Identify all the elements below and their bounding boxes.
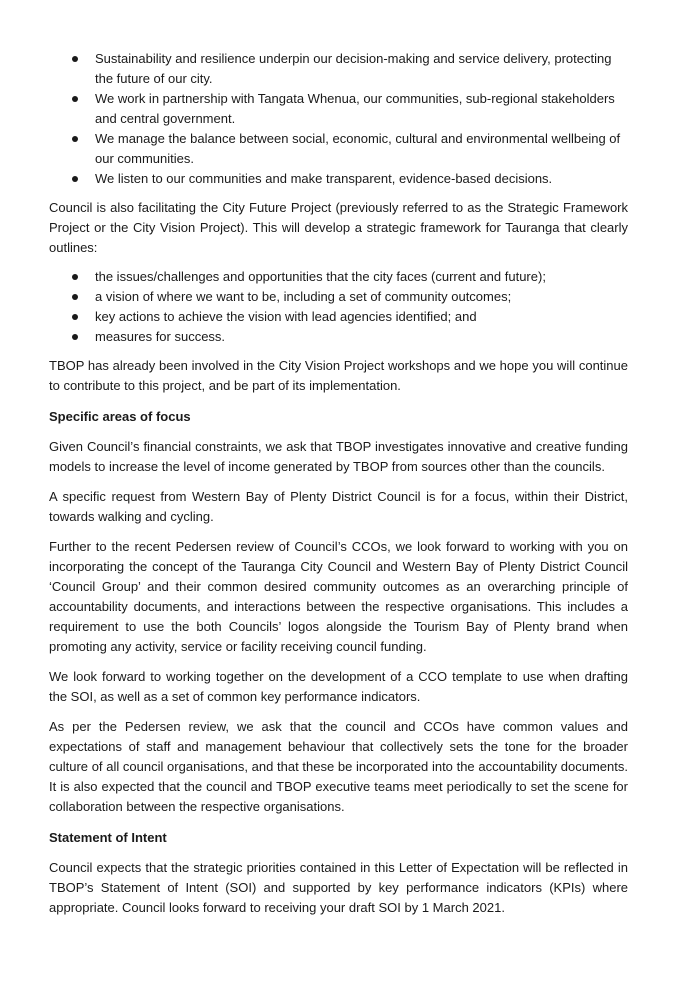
paragraph-soi: Council expects that the strategic priorities contained in this Letter of Expectation will be reflected in TBOP’s Statement of Intent (SOI) and supported by key performance indicators (KPIs) where appropriate. Council looks forward to receiving your draft SOI by 1 March 2021. [49, 860, 628, 915]
paragraph-values: As per the Pedersen review, we ask that the council and CCOs have common values and expectations of staff and management behaviour that collectively sets the tone for the broader culture of all council organisations, and that these be incorporated into the accountability documents. It is also expected that the council and TBOP executive teams meet periodically to set the scene for collaboration between the respective organisations. [49, 719, 628, 814]
list-item: We work in partnership with Tangata Whenua, our communities, sub-regional stakeholders and central government. [49, 89, 628, 129]
paragraph-cco-template: We look forward to working together on the development of a CCO template to use when drafting the SOI, as well as a set of common key performance indicators. [49, 669, 628, 704]
list-item: the issues/challenges and opportunities that the city faces (current and future); [49, 267, 628, 287]
paragraph-pedersen: Further to the recent Pedersen review of Council’s CCOs, we look forward to working with you on incorporating the concept of the Tauranga City Council and Western Bay of Plenty District Council ‘Council Group’ and their common desired community outcomes as an overarching principle of accountability documents, and interactions between the respective organisations. This includes a requirement to use the both Councils’ logos alongside the Tourism Bay of Plenty brand when promoting any activity, service or facility receiving council funding. [49, 539, 628, 654]
list-item: a vision of where we want to be, including a set of community outcomes; [49, 287, 628, 307]
list-item: We manage the balance between social, economic, cultural and environmental wellbeing of our communities. [49, 129, 628, 169]
list-item: key actions to achieve the vision with lead agencies identified; and [49, 307, 628, 327]
heading-specific-focus: Specific areas of focus [49, 409, 191, 424]
list-item: Sustainability and resilience underpin our decision-making and service delivery, protecting the future of our city. [49, 49, 628, 89]
heading-statement-of-intent: Statement of Intent [49, 830, 167, 845]
paragraph-city-future: Council is also facilitating the City Future Project (previously referred to as the Strategic Framework Project or the City Vision Project). This will develop a strategic framework for Tauranga that clearly outlines: [49, 200, 628, 255]
paragraph-funding: Given Council’s financial constraints, we ask that TBOP investigates innovative and creative funding models to increase the level of income generated by TBOP from sources other than the councils. [49, 439, 628, 474]
paragraph-tbop-involved: TBOP has already been involved in the City Vision Project workshops and we hope you will continue to contribute to this project, and be part of its implementation. [49, 358, 628, 393]
principles-list [49, 49, 628, 189]
outline-list [49, 267, 628, 347]
paragraph-western-bay: A specific request from Western Bay of Plenty District Council is for a focus, within their District, towards walking and cycling. [49, 489, 628, 524]
list-item: We listen to our communities and make transparent, evidence-based decisions. [49, 169, 628, 189]
list-item: measures for success. [49, 327, 628, 347]
